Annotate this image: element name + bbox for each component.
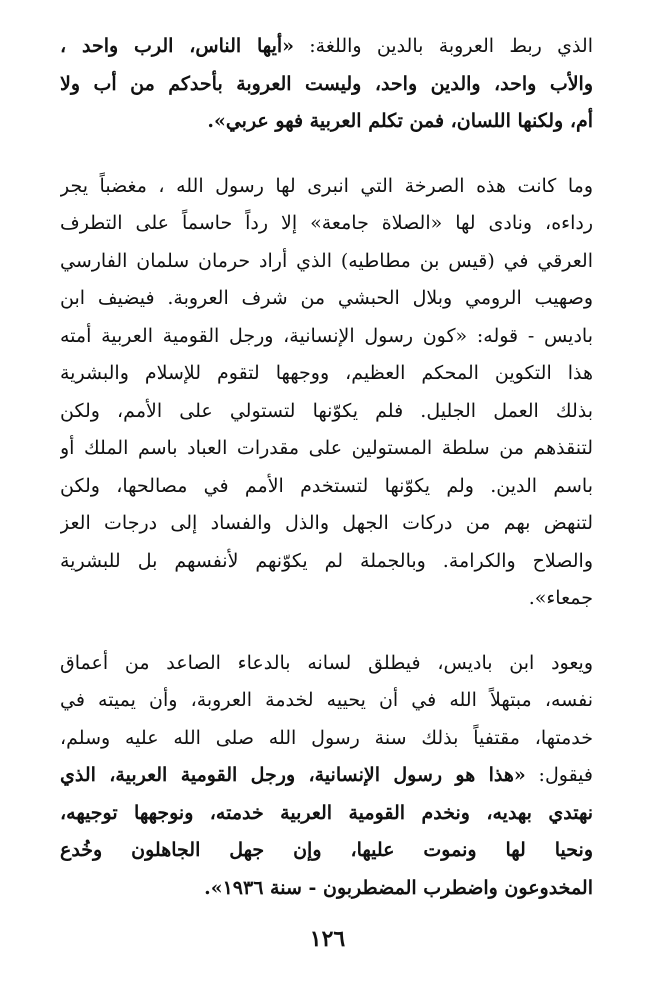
text-line: [60, 280, 593, 318]
text-line: [60, 243, 593, 281]
text-line: [60, 757, 593, 795]
paragraph-spacer: [60, 618, 593, 645]
text-line: [60, 832, 593, 870]
text-line: [60, 103, 593, 141]
text-line: [60, 505, 593, 543]
text-line: [60, 205, 593, 243]
body-text: هذا التكوين المحكم العظيم، ووجهها لتقوم للإسلام والبشرية: [60, 362, 593, 384]
text-line: [60, 795, 593, 833]
body-text: العرقي في (قيس بن مطاطيه) الذي أراد حرمان سلمان الفارسي: [60, 249, 593, 272]
quoted-bold-text: ونحيا لها ونموت عليها، وإن جهل الجاهلون وخُدع: [60, 839, 593, 861]
body-text: وما كانت هذه الصرخة التي انبرى لها رسول الله ، مغضباً يجر: [60, 174, 593, 197]
body-text: باسم الدين. ولم يكوّنها لتستخدم الأمم في مصالحها، ولكن: [60, 474, 593, 497]
body-text: لتنقذهم من سلطة المستولين على مقدرات العباد باسم الملك أو: [60, 437, 593, 459]
paragraph-spacer: [60, 141, 593, 168]
text-line: [60, 468, 593, 506]
body-text: فيقول:: [525, 764, 593, 786]
body-text: والصلاح والكرامة. وبالجملة لم يكوّنهم لأنفسهم بل للبشرية: [60, 549, 593, 572]
quoted-bold-text: «هذا هو رسول الإنسانية، ورجل القومية العربية، الذي: [60, 764, 526, 786]
text-line: [60, 28, 593, 66]
quoted-bold-text: نهتدي بهديه، ونخدم القومية العربية خدمته، ونوجهها توجيهه،: [60, 801, 593, 824]
body-text: جمعاء».: [528, 587, 593, 609]
text-line: [60, 682, 593, 720]
body-text: باديس - قوله: «كون رسول الإنسانية، ورجل القومية العربية أمته: [60, 324, 593, 347]
body-text: وصهيب الرومي وبلال الحبشي من شرف العروبة. فيضيف ابن: [60, 287, 593, 309]
quoted-bold-text: المخدوعون واضطرب المضطربون - سنة ١٩٣٦».: [204, 876, 593, 899]
text-line: [60, 66, 593, 104]
text-line: [60, 720, 593, 758]
body-text: نفسه، مبتهلاً الله في أن يحييه لخدمة العروبة، وأن يميته في: [60, 689, 593, 711]
body-text: بذلك العمل الجليل. فلم يكوّنها لتستولي على الأمم، ولكن: [60, 399, 593, 422]
text-line: [60, 355, 593, 393]
paragraph-2: [60, 168, 593, 618]
text-line: [60, 580, 593, 618]
body-text: خدمتها، مقتفياً بذلك سنة رسول الله صلى الله عليه وسلم،: [60, 726, 593, 749]
body-text: رداءه، ونادى لها «الصلاة جامعة» إلا رداً حاسماً على التطرف: [60, 212, 593, 234]
page-body: [60, 28, 593, 907]
body-text: الذي ربط العروبة بالدين واللغة:: [294, 35, 593, 57]
text-line: [60, 645, 593, 683]
quoted-bold-text: والأب واحد، والدين واحد، وليست العروبة بأحدكم من أب ولا: [60, 72, 593, 95]
text-line: [60, 318, 593, 356]
text-line: [60, 393, 593, 431]
paragraph-3: [60, 645, 593, 908]
text-line: [60, 168, 593, 206]
paragraph-1: [60, 28, 593, 141]
text-line: [60, 430, 593, 468]
body-text: ويعود ابن باديس، فيطلق لسانه بالدعاء الصاعد من أعماق: [60, 651, 593, 674]
quoted-bold-text: أم، ولكنها اللسان، فمن تكلم العربية فهو عربي».: [207, 110, 593, 132]
body-text: لتنهض بهم من دركات الجهل والذل والفساد إلى درجات العز: [60, 512, 593, 534]
page-number: ١٢٦: [309, 926, 346, 952]
text-line: [60, 543, 593, 581]
text-line: [60, 870, 593, 908]
quoted-bold-text: «أيها الناس، الرب واحد ،: [60, 35, 295, 57]
